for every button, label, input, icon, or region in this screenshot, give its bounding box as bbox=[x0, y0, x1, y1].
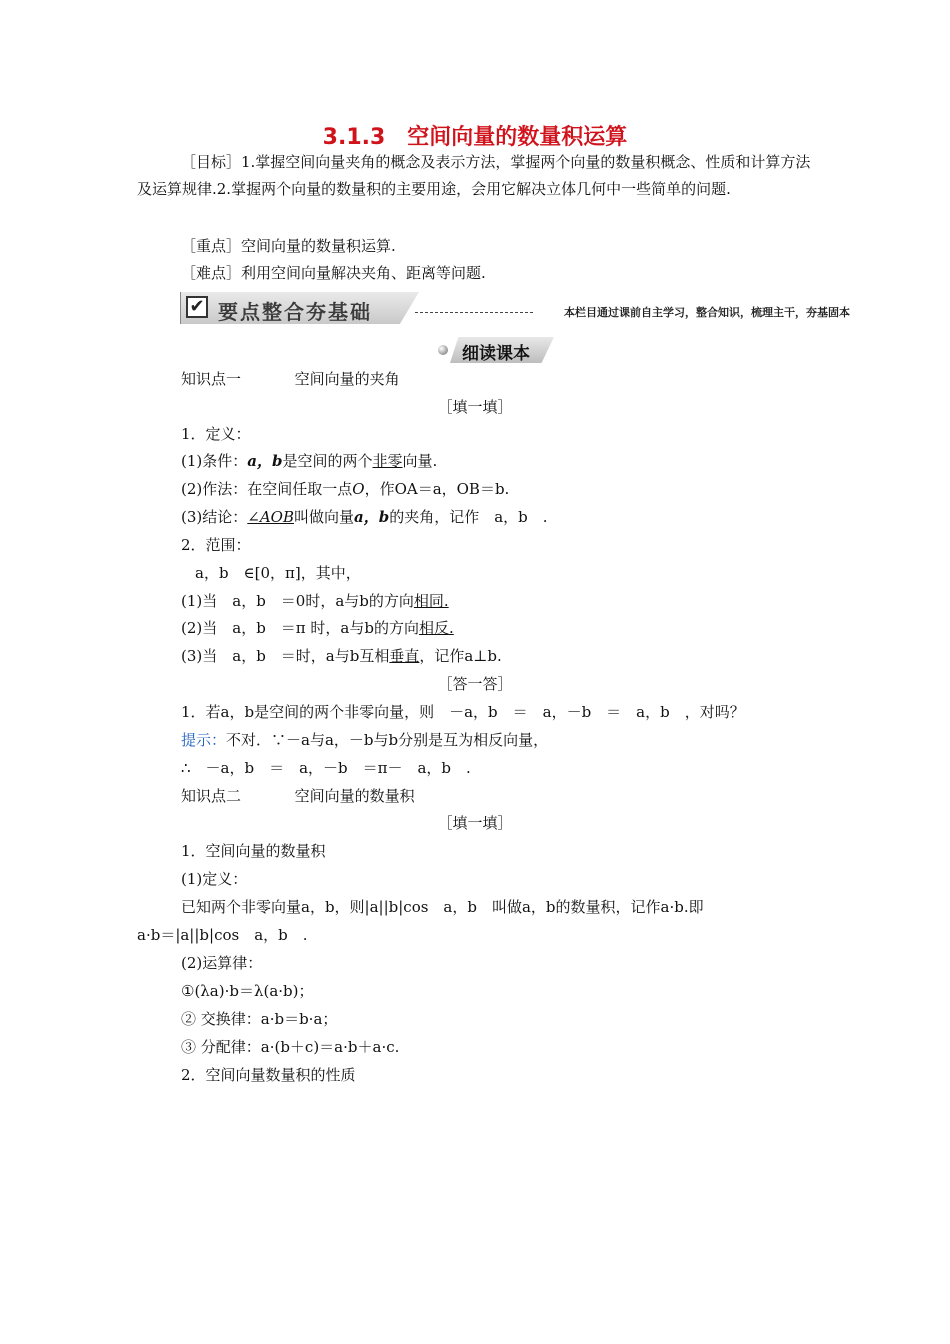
fill-tag-2: ［填一填］ bbox=[437, 814, 513, 832]
law-commutative: ② 交换律：a·b＝b·a； bbox=[181, 1010, 338, 1028]
definition-label: 1．定义： bbox=[181, 425, 251, 443]
banner-divider bbox=[415, 312, 533, 313]
range-line: a，b ∈[0，π]，其中， bbox=[195, 564, 361, 582]
section1-title: 空间向量的夹角 bbox=[294, 370, 400, 388]
conclusion-suffix: 的夹角，记作 a，b . bbox=[389, 508, 548, 526]
section1-label: 知识点一 bbox=[181, 370, 242, 388]
section2-title: 空间向量的数量积 bbox=[294, 787, 415, 805]
section-banner bbox=[180, 292, 850, 326]
case1-text: (1)当 a，b ＝0时，a与b的方向 bbox=[181, 592, 414, 610]
definition2-label: (1)定义： bbox=[181, 870, 248, 888]
law-distributive: ③ 分配律：a·(b＋c)＝a·b＋a·c. bbox=[181, 1038, 400, 1056]
method-line bbox=[181, 479, 509, 499]
section1-heading bbox=[181, 369, 400, 389]
page-title: 3.1.3 空间向量的数量积运算 bbox=[322, 125, 628, 150]
banner-note: 本栏目通过课前自主学习，整合知识，梳理主干，夯基固本 bbox=[564, 306, 850, 319]
case3-suffix: ，记作a⊥b. bbox=[419, 647, 502, 665]
conclusion-line bbox=[181, 507, 548, 527]
bullet-icon bbox=[438, 345, 448, 355]
condition-prefix: (1)条件： bbox=[181, 452, 248, 470]
case1-blank: 相同. bbox=[413, 592, 449, 610]
law-scalar: ①(λa)·b＝λ(a·b)； bbox=[181, 982, 314, 1000]
answer-tag: ［答一答］ bbox=[437, 675, 513, 693]
fill-tag: ［填一填］ bbox=[437, 398, 513, 416]
banner-title: 要点整合夯基础 bbox=[218, 300, 372, 324]
difficulty-line: ［难点］利用空间向量解决夹角、距离等问题. bbox=[181, 264, 486, 282]
range-case-1 bbox=[181, 591, 449, 611]
question-1-conclusion: ∴ －a，b ＝ a，－b ＝π－ a，b . bbox=[181, 759, 471, 777]
laws-label: (2)运算律： bbox=[181, 954, 263, 972]
subheading-text: 细读课本 bbox=[462, 344, 530, 364]
hint-text: 不对．∵－a与a，－b与b分别是互为相反向量， bbox=[226, 731, 549, 749]
conclusion-prefix: (3)结论： bbox=[181, 508, 248, 526]
dot-product-label: 1．空间向量的数量积 bbox=[181, 842, 326, 860]
range-label: 2．范围： bbox=[181, 536, 251, 554]
case3-text: (3)当 a，b ＝时，a与b互相 bbox=[181, 647, 390, 665]
goal-paragraph: ［目标］1.掌握空间向量夹角的概念及表示方法，掌握两个向量的数量积概念、性质和计算方法及运算规律.2.掌握两个向量的数量积的主要用途，会用它解决立体几何中一些简单的问题. bbox=[137, 153, 811, 198]
check-icon: ✔ bbox=[186, 296, 208, 318]
properties-label: 2．空间向量数量积的性质 bbox=[181, 1066, 356, 1084]
hint-label: 提示： bbox=[181, 731, 227, 749]
case2-blank: 相反. bbox=[418, 619, 454, 637]
method-prefix: (2)作法：在空间任取一点 bbox=[181, 480, 353, 498]
condition-suffix: 向量. bbox=[402, 452, 438, 470]
definition2-text: 已知两个非零向量a，b，则|a||b|cos a，b 叫做a，b的数量积，记作a·b.即 bbox=[181, 898, 704, 916]
conclusion-mid: 叫做向量 bbox=[293, 508, 354, 526]
condition-vectors: a，b bbox=[247, 452, 283, 470]
condition-blank: 非零 bbox=[372, 452, 403, 470]
case3-blank: 垂直 bbox=[389, 647, 420, 665]
method-point: O bbox=[352, 480, 365, 498]
condition-mid: 是空间的两个 bbox=[282, 452, 373, 470]
question-1: 1．若a，b是空间的两个非零向量，则 －a，b ＝ a，－b ＝ a，b ，对吗？ bbox=[181, 703, 745, 721]
range-case-2 bbox=[181, 618, 454, 638]
method-suffix: ，作OA＝a，OB＝b. bbox=[364, 480, 510, 498]
range-case-3 bbox=[181, 646, 502, 666]
section2-label: 知识点二 bbox=[181, 787, 242, 805]
section2-heading bbox=[181, 786, 415, 806]
definition2-formula: a·b＝|a||b|cos a，b . bbox=[137, 926, 308, 944]
subheading bbox=[438, 337, 554, 363]
condition-line bbox=[181, 451, 437, 471]
conclusion-blank: ∠AOB bbox=[247, 508, 294, 526]
case2-text: (2)当 a，b ＝π 时，a与b的方向 bbox=[181, 619, 419, 637]
hint-line bbox=[181, 730, 548, 750]
conclusion-vectors: a，b bbox=[354, 508, 390, 526]
key-point-line: ［重点］空间向量的数量积运算. bbox=[181, 237, 396, 255]
